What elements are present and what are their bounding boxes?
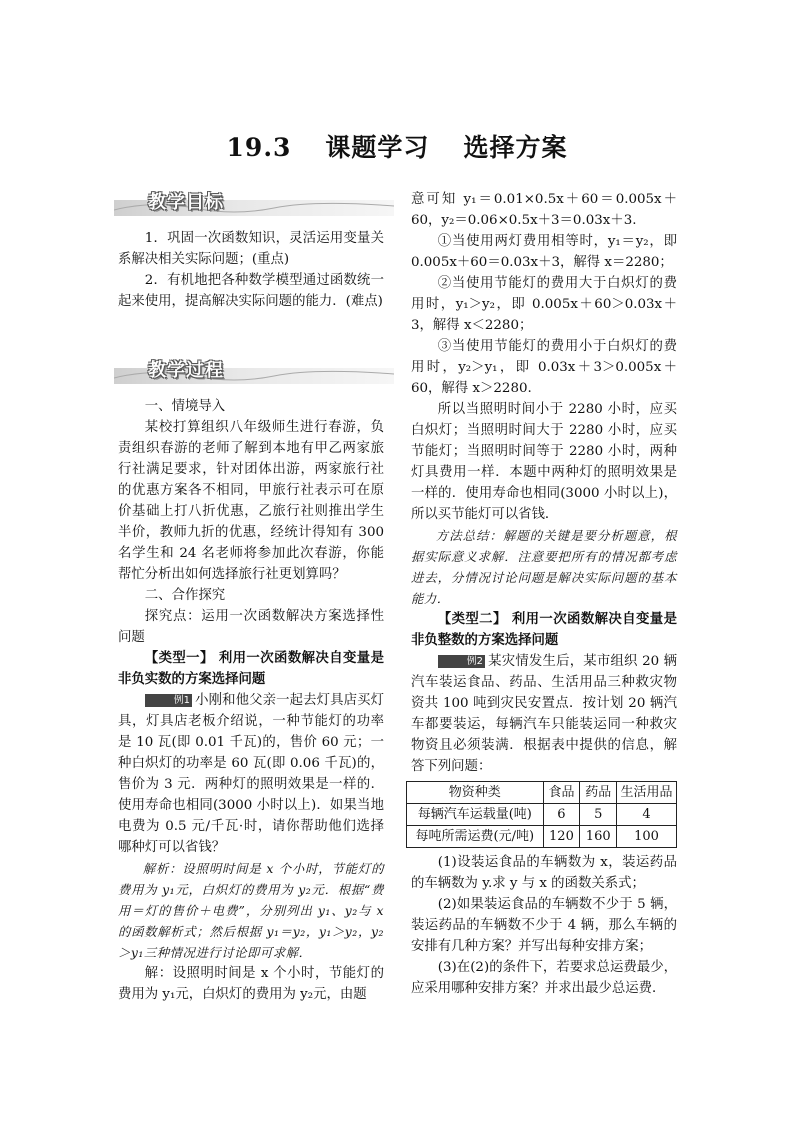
- table-header-cell: 食品: [543, 782, 580, 804]
- table-cell: 每吨所需运费(元/吨): [407, 826, 544, 848]
- page-title: [0, 128, 794, 164]
- table-header-row: [407, 782, 677, 804]
- table-cell: 100: [617, 826, 677, 848]
- type-1-heading: 【类型一】 利用一次函数解决自变量是非负实数的方案选择问题: [118, 650, 384, 687]
- table-row: [407, 804, 677, 826]
- example-2: [411, 651, 677, 777]
- materials-table: [406, 781, 677, 848]
- question-1: (1)设装运食品的车辆数为 x，装运药品的车辆数为 y.求 y 与 x 的函数关系式；: [411, 855, 677, 891]
- case-2: ②当使用节能灯的费用大于白炽灯的费用时，y₁＞y₂，即 0.005x＋60＞0.03x＋3，解得 x＜2280；: [411, 276, 677, 333]
- table-cell: 每辆汽车运载量(吨): [407, 804, 544, 826]
- method-summary: 方法总结：解题的关键是要分析题意，根据实际意义求解．注意要把所有的情况都考虑进去，分情况讨论问题是解决实际问题的基本能力．: [411, 528, 677, 606]
- explore-point: 探究点：运用一次函数解决方案选择性问题: [118, 609, 384, 645]
- case-3: ③当使用节能灯的费用小于白炽灯的费用时，y₂＞y₁，即 0.03x＋3＞0.005x＋60，解得 x＞2280.: [411, 339, 677, 396]
- table-row: [407, 826, 677, 848]
- question-2: (2)如果装运食品的车辆数不少于 5 辆，装运药品的车辆数不少于 4 辆，那么车辆的安排有几种方案？并写出每种安排方案；: [411, 897, 677, 954]
- title-sub: 选择方案: [463, 133, 568, 162]
- example-2-text: 某灾情发生后，某市组织 20 辆汽车装运食品、药品、生活用品三种救灾物资共 100 吨到灾民安置点．按计划 20 辆汽车都要装运，每辆汽车只能装运同一种救灾物资且必须装满．根据表中提供的信息，解答下列问题：: [411, 654, 677, 774]
- right-column: [411, 189, 677, 999]
- table-cell: 160: [580, 826, 617, 848]
- table-cell: 6: [543, 804, 580, 826]
- table-cell: 4: [617, 804, 677, 826]
- table-cell: 5: [580, 804, 617, 826]
- goal-1: 1．巩固一次函数知识，灵活运用变量关系解决相关实际问题；(重点): [118, 231, 384, 267]
- goal-label: 教学目标: [148, 192, 224, 213]
- question-3: (3)在(2)的条件下，若要求总运费最少，应采用哪种安排方案？并求出最少总运费．: [411, 960, 677, 996]
- goal-2: 2．有机地把各种数学模型通过函数统一起来使用，提高解决实际问题的能力．(难点): [118, 273, 384, 309]
- analysis-paragraph: 解析：设照明时间是 x 个小时，节能灯的费用为 y₁元，白炽灯的费用为 y₂元．根据“费用＝灯的售价＋电费”，分别列出 y₁、y₂与 x 的函数解析式；然后根据 y₁＝y₂，y₁＞y₂，y₂＞y₁三种情况进行讨论即可求解．: [118, 861, 384, 960]
- example-1-tag: 例1: [145, 694, 192, 707]
- example-1: [118, 690, 384, 858]
- conclusion: 所以当照明时间小于 2280 小时，应买白炽灯；当照明时间大于 2280 小时，应买节能灯；当照明时间等于 2280 小时，两种灯具费用一样．本题中两种灯的照明效果是一样的．使用寿命也相同(3000 小时以上)，所以买节能灯可以省钱．: [411, 402, 677, 522]
- example-1-text: 小刚和他父亲一起去灯具店买灯具，灯具店老板介绍说，一种节能灯的功率是 10 瓦(即 0.01 千瓦)的，售价 60 元；一种白炽灯的功率是 60 瓦(即 0.06 千瓦)的，售价为 3 元．两种灯的照明效果是一样的．使用寿命也相同(3000 小时以上)．如果当地电费为 0.5 元/千瓦·时，请你帮助他们选择哪种灯可以省钱？: [118, 693, 384, 855]
- goal-banner: [114, 192, 384, 222]
- table-cell: 120: [543, 826, 580, 848]
- section-number: 19.3: [226, 133, 292, 162]
- process-label: 教学过程: [148, 360, 224, 381]
- title-main: 课题学习: [325, 133, 430, 162]
- solution-start: 解：设照明时间是 x 个小时，节能灯的费用为 y₁元，白炽灯的费用为 y₂元，由题: [118, 966, 384, 1002]
- case-1: ①当使用两灯费用相等时，y₁＝y₂，即 0.005x＋60＝0.03x＋3，解得 x＝2280；: [411, 234, 677, 270]
- solution-continued: 意可知 y₁＝0.01×0.5x＋60＝0.005x＋60，y₂＝0.06×0.5x＋3＝0.03x＋3.: [411, 192, 677, 228]
- section-1-heading: 一、情境导入: [144, 399, 226, 414]
- table-header-cell: 物资种类: [407, 782, 544, 804]
- type-2-heading: 【类型二】 利用一次函数解决自变量是非负整数的方案选择问题: [411, 611, 677, 648]
- process-banner: [114, 360, 384, 390]
- table-header-cell: 药品: [580, 782, 617, 804]
- section-2-heading: 二、合作探究: [144, 588, 226, 603]
- intro-paragraph: 某校打算组织八年级师生进行春游，负责组织春游的老师了解到本地有甲乙两家旅行社满足要求，针对团体出游，两家旅行社的优惠方案各不相同，甲旅行社表示可在原价基础上打八折优惠，乙旅行社则推出学生半价，教师九折的优惠，经统计得知有 300名学生和 24 名老师将参加此次春游，你能帮忙分析出如何选择旅行社更划算吗？: [118, 420, 384, 582]
- example-2-tag: 例2: [438, 655, 485, 668]
- table-header-cell: 生活用品: [617, 782, 677, 804]
- left-column: [118, 192, 384, 1005]
